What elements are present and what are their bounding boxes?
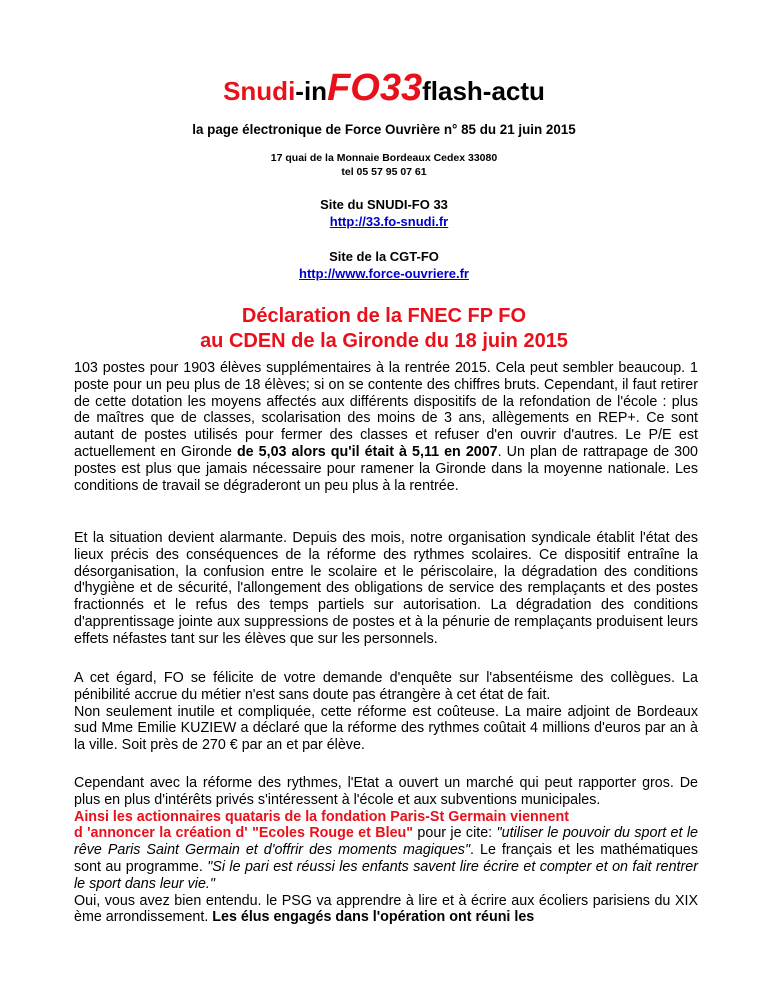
p3-text-a: A cet égard, FO se félicite de votre demande d'enquête sur l'absentéisme des collègues. La pénibilité accrue du métier n'est sans doute pas étrangère à cet état de fait.: [74, 670, 698, 703]
heading-line-1: Déclaration de la FNEC FP FO: [241, 305, 527, 327]
paragraph-3: [74, 670, 698, 754]
title-fo33: FO33: [327, 67, 423, 109]
newsletter-title: [0, 67, 768, 109]
p1-text-c: . Un plan de rattrapage de 300 postes est plus que jamais nécessaire pour ramener la Gironde dans la moyenne nationale. Les conditions de travail se dégraderont un peu plus à la rentrée.: [74, 443, 698, 494]
p4-text-a: Cependant avec la réforme des rythmes, l'Etat a ouvert un marché qui peut rapporter gros. De plus en plus d'intérêts privés s'intéressent à l'école et aux subventions municipales.: [74, 775, 698, 808]
paragraph-4: [74, 775, 698, 926]
p1-emphasis: de 5,03 alors qu'il était à 5,11 en 2007: [236, 443, 498, 460]
p1-text-a: 103 postes pour 1903 élèves supplémentaires à la rentrée 2015. Cela peut sembler beaucoup. 1 poste pour un peu plus de 18 élèves; si on se contente des chiffres bruts. Cependant, il faut retirer de cette dotation les moyens affectés aux différents dispositifs de la refondation de l'école : plus de maîtres que de classes, scolarisation des moins de 3 ans, allègements en REP+. Ce sont autant de postes utilisés pour fermer des classes et refuser d'en ouvrir d'autres. Le P/E est actuellement en Gironde: [74, 360, 698, 460]
cgt-site-link[interactable]: http://www.force-ouvriere.fr: [299, 266, 469, 281]
paragraph-2: [74, 530, 698, 648]
p2-text: Et la situation devient alarmante. Depuis des mois, notre organisation syndicale établit l'état des lieux précis des conséquences de la réforme des rythmes scolaires. Ce dispositif entraîne la désorganisation, la confusion entre le scolaire et le périscolaire, la dégradation des conditions d'hygiène et de sécurité, l'allongement des obligations de service des remplaçants et des postes fractionnés et le refus des temps partiels sur autorisation. La dégradation des conditions d'apprentissage jointe aux suppressions de postes et à la pénurie de remplaçants produisent leurs effets néfastes tant sur les élèves que sur les personnels.: [74, 530, 698, 647]
article-heading: [0, 304, 768, 354]
p4-text-c: . Le français et les mathématiques sont au programme.: [74, 842, 698, 875]
p4-quote-2: "Si le pari est réussi les enfants savent lire écrire et compter et on fait rentrer le sport dans leur vie.": [74, 858, 698, 892]
title-snudi: Snudi: [223, 76, 296, 106]
title-flash-actu: flash-actu: [422, 76, 545, 106]
phone-line: tel 05 57 95 07 61: [341, 166, 427, 178]
title-in: -in: [295, 76, 328, 106]
snudi-site-block: [0, 196, 768, 230]
snudi-site-link[interactable]: http://33.fo-snudi.fr: [329, 214, 449, 229]
p4-text-b: pour je cite:: [413, 825, 497, 842]
p4-bold: Les élus engagés dans l'opération ont réuni les: [212, 909, 535, 926]
address-block: [0, 151, 768, 179]
paragraph-1: [74, 360, 698, 494]
p4-red-1: Ainsi les actionnaires quataris de la fondation Paris-St Germain viennent: [74, 808, 569, 825]
cgt-site-block: [0, 248, 768, 282]
snudi-site-label: Site du SNUDI-FO 33: [320, 197, 448, 212]
p4-red-2: d 'annoncer la création d' "Ecoles Rouge et Bleu": [74, 825, 414, 842]
p3-text-b: Non seulement inutile et compliquée, cette réforme est coûteuse. La maire adjoint de Bordeaux sud Mme Emilie KUZIEW a déclaré que la réforme des rythmes coûtait 4 millions d'euros par an à la ville. Soit près de 270 € par an et par élève.: [74, 703, 698, 754]
cgt-site-label: Site de la CGT-FO: [329, 249, 439, 264]
newsletter-subtitle: la page électronique de Force Ouvrière n° 85 du 21 juin 2015: [192, 122, 576, 137]
address-line: 17 quai de la Monnaie Bordeaux Cedex 33080: [270, 152, 498, 164]
p4-quote-1: "utiliser le pouvoir du sport et le rêve Paris Saint Germain et d'offrir des moments magiques": [74, 825, 698, 859]
p4-text-d: Oui, vous avez bien entendu. le PSG va apprendre à lire et à écrire aux écoliers parisiens du XIX ème arrondissement.: [74, 892, 698, 926]
heading-line-2: au CDEN de la Gironde du 18 juin 2015: [200, 330, 568, 352]
